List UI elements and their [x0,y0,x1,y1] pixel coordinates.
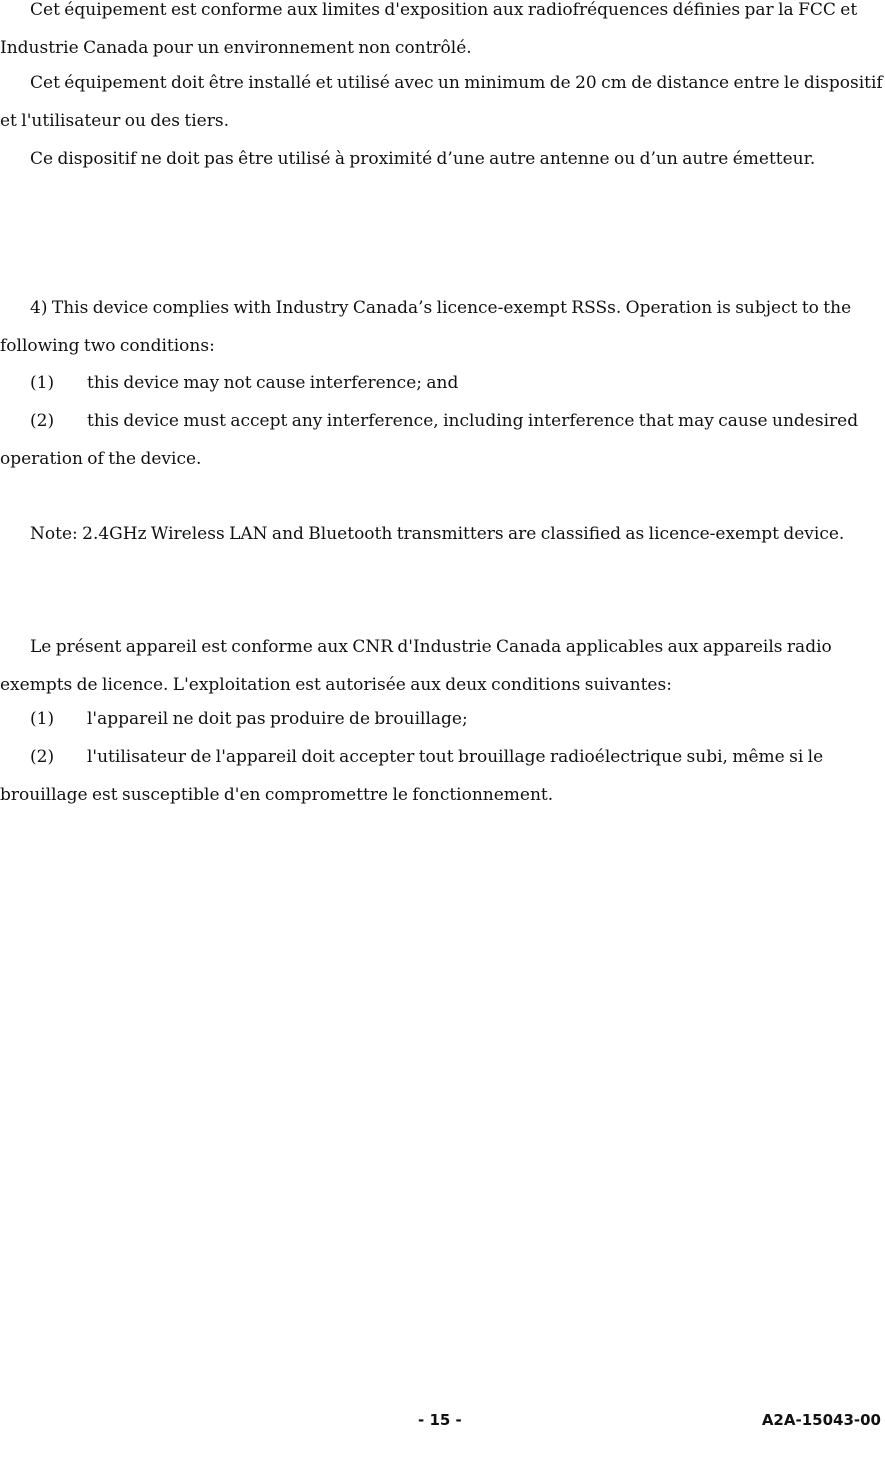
list-number: (2) [30,411,55,431]
list-text: this device must accept any interference, including interference that may cause undesired operation of the device. [0,411,859,469]
french-rf-paragraph-1: Cet équipement est conforme aux limites d'exposition aux radiofréquences définies par la FCC et Industrie Canada pour un environnement non contrôlé. [0,0,858,58]
list-number: (1) [30,373,55,393]
ic-french-condition-1 [0,700,885,738]
list-text: this device may not cause interference; and [87,373,459,393]
ic-french-intro: Le présent appareil est conforme aux CNR d'Industrie Canada applicables aux appareils radio exempts de licence. L'exploitation est autorisée aux deux conditions suivantes: [0,637,832,695]
ic-english-condition-2 [0,402,885,478]
ic-english-intro: 4) This device complies with Industry Canada’s licence-exempt RSSs. Operation is subject to the following two conditions: [0,298,852,356]
ic-english-note: Note: 2.4GHz Wireless LAN and Bluetooth transmitters are classified as licence-exempt device. [30,524,845,544]
document-id: A2A-15043-00 [761,1411,881,1429]
ic-english-condition-1 [0,364,885,402]
french-rf-paragraph-3: Ce dispositif ne doit pas être utilisé à proximité d’une autre antenne ou d’un autre émetteur. [30,149,816,169]
list-text: l'appareil ne doit pas produire de brouillage; [87,709,468,729]
french-rf-paragraph-2: Cet équipement doit être installé et utilisé avec un minimum de 20 cm de distance entre le dispositif et l'utilisateur ou des tiers. [0,73,883,131]
list-number: (1) [30,709,55,729]
list-number: (2) [30,747,55,767]
list-text: l'utilisateur de l'appareil doit accepter tout brouillage radioélectrique subi, même si le brouillage est susceptible d'en compromettre le fonctionnement. [0,747,824,805]
ic-french-condition-2 [0,738,885,814]
page-number: - 15 - [418,1411,462,1429]
